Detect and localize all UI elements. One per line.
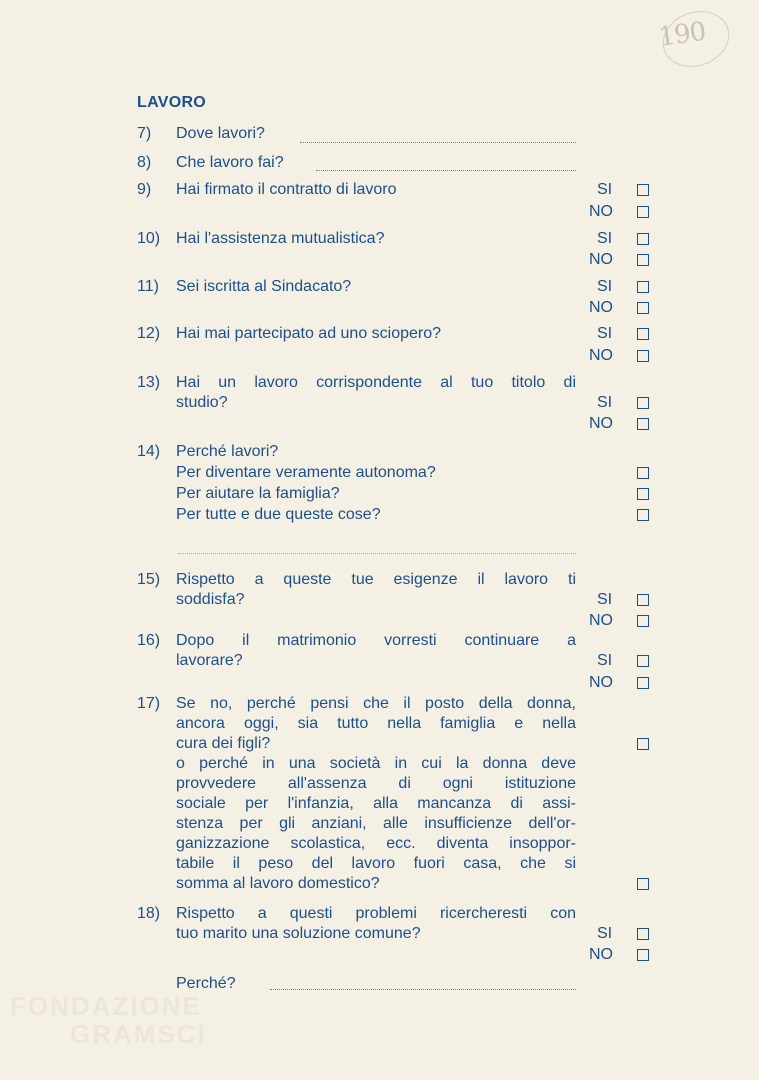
checkbox-18-yes[interactable] (637, 928, 649, 940)
question-number: 18) (137, 905, 161, 922)
yes-label: SI (597, 394, 613, 411)
watermark-line: GRAMSCI (70, 1019, 207, 1049)
question-text-line: lavorare? (176, 652, 243, 669)
question-text-line: Rispetto a questi problemi ricercheresti con (176, 905, 576, 922)
answer-line-7[interactable] (300, 142, 576, 143)
checkbox-9-yes[interactable] (637, 184, 649, 196)
checkbox-12-yes[interactable] (637, 328, 649, 340)
question-text-line: Se no, perché pensi che il posto della donna, (176, 695, 576, 712)
no-label: NO (589, 299, 613, 316)
checkbox-16-yes[interactable] (637, 655, 649, 667)
answer-line-8[interactable] (316, 170, 576, 171)
question-number: 14) (137, 443, 161, 460)
question-text-line: ancora oggi, sia tutto nella famiglia e nella (176, 715, 576, 732)
watermark (10, 992, 207, 1048)
yes-label: SI (597, 230, 613, 247)
question-text: Hai l'assistenza mutualistica? (176, 230, 385, 247)
question-number: 15) (137, 571, 161, 588)
question-number: 9) (137, 181, 152, 198)
question-text: Sei iscritta al Sindacato? (176, 278, 352, 295)
question-text-line: soddisfa? (176, 591, 245, 608)
question-text: Perché lavori? (176, 443, 279, 460)
question-text-line: provvedere all'assenza di ogni istituzione (176, 775, 576, 792)
checkbox-15-yes[interactable] (637, 594, 649, 606)
checkbox-14-option-1[interactable] (637, 467, 649, 479)
yes-label: SI (597, 325, 613, 342)
checkbox-14-option-3[interactable] (637, 509, 649, 521)
yes-label: SI (597, 591, 613, 608)
question-text-line: ganizzazione scolastica, ecc. diventa insoppor- (176, 835, 576, 852)
archive-stamp-number: 190 (656, 16, 708, 53)
option-text: Per aiutare la famiglia? (176, 485, 340, 502)
yes-label: SI (597, 278, 613, 295)
option-text: Per diventare veramente autonoma? (176, 464, 436, 481)
checkbox-11-yes[interactable] (637, 281, 649, 293)
question-text-line: sociale per l'infanzia, alla mancanza di assi- (176, 795, 576, 812)
checkbox-17-society[interactable] (637, 878, 649, 890)
question-text: Che lavoro fai? (176, 154, 284, 171)
checkbox-13-no[interactable] (637, 418, 649, 430)
no-label: NO (589, 946, 613, 963)
question-text-line: tuo marito una soluzione comune? (176, 925, 421, 942)
question-number: 7) (137, 125, 152, 142)
no-label: NO (589, 347, 613, 364)
question-number: 8) (137, 154, 152, 171)
yes-label: SI (597, 652, 613, 669)
question-text: Dove lavori? (176, 125, 265, 142)
no-label: NO (589, 415, 613, 432)
question-number: 17) (137, 695, 161, 712)
question-number: 13) (137, 374, 161, 391)
checkbox-13-yes[interactable] (637, 397, 649, 409)
separator-line (178, 553, 576, 554)
checkbox-15-no[interactable] (637, 615, 649, 627)
checkbox-10-no[interactable] (637, 254, 649, 266)
checkbox-17-family[interactable] (637, 738, 649, 750)
no-label: NO (589, 251, 613, 268)
question-text-line: tabile il peso del lavoro fuori casa, che si (176, 855, 576, 872)
question-text-line: somma al lavoro domestico? (176, 875, 380, 892)
question-text-line: Dopo il matrimonio vorresti continuare a (176, 632, 576, 649)
watermark-line: FONDAZIONE (10, 991, 202, 1021)
answer-line-18-why[interactable] (270, 989, 576, 990)
question-text-line: Rispetto a queste tue esigenze il lavoro ti (176, 571, 576, 588)
question-text: Hai firmato il contratto di lavoro (176, 181, 397, 198)
checkbox-16-no[interactable] (637, 677, 649, 689)
no-label: NO (589, 674, 613, 691)
option-text: Per tutte e due queste cose? (176, 506, 381, 523)
section-heading: LAVORO (137, 94, 207, 111)
question-text-line: o perché in una società in cui la donna deve (176, 755, 576, 772)
question-number: 11) (137, 278, 159, 295)
checkbox-9-no[interactable] (637, 206, 649, 218)
question-text-line: Hai un lavoro corrispondente al tuo titolo di (176, 374, 576, 391)
no-label: NO (589, 203, 613, 220)
question-text: Hai mai partecipato ad uno sciopero? (176, 325, 442, 342)
checkbox-10-yes[interactable] (637, 233, 649, 245)
yes-label: SI (597, 181, 613, 198)
checkbox-12-no[interactable] (637, 350, 649, 362)
question-number: 10) (137, 230, 161, 247)
followup-label: Perché? (176, 975, 236, 992)
question-text-line: studio? (176, 394, 228, 411)
yes-label: SI (597, 925, 613, 942)
no-label: NO (589, 612, 613, 629)
checkbox-14-option-2[interactable] (637, 488, 649, 500)
checkbox-11-no[interactable] (637, 302, 649, 314)
question-number: 12) (137, 325, 161, 342)
question-text-line: cura dei figli? (176, 735, 271, 752)
checkbox-18-no[interactable] (637, 949, 649, 961)
question-number: 16) (137, 632, 161, 649)
question-text-line: stenza per gli anziani, alle insufficienze dell'or- (176, 815, 576, 832)
